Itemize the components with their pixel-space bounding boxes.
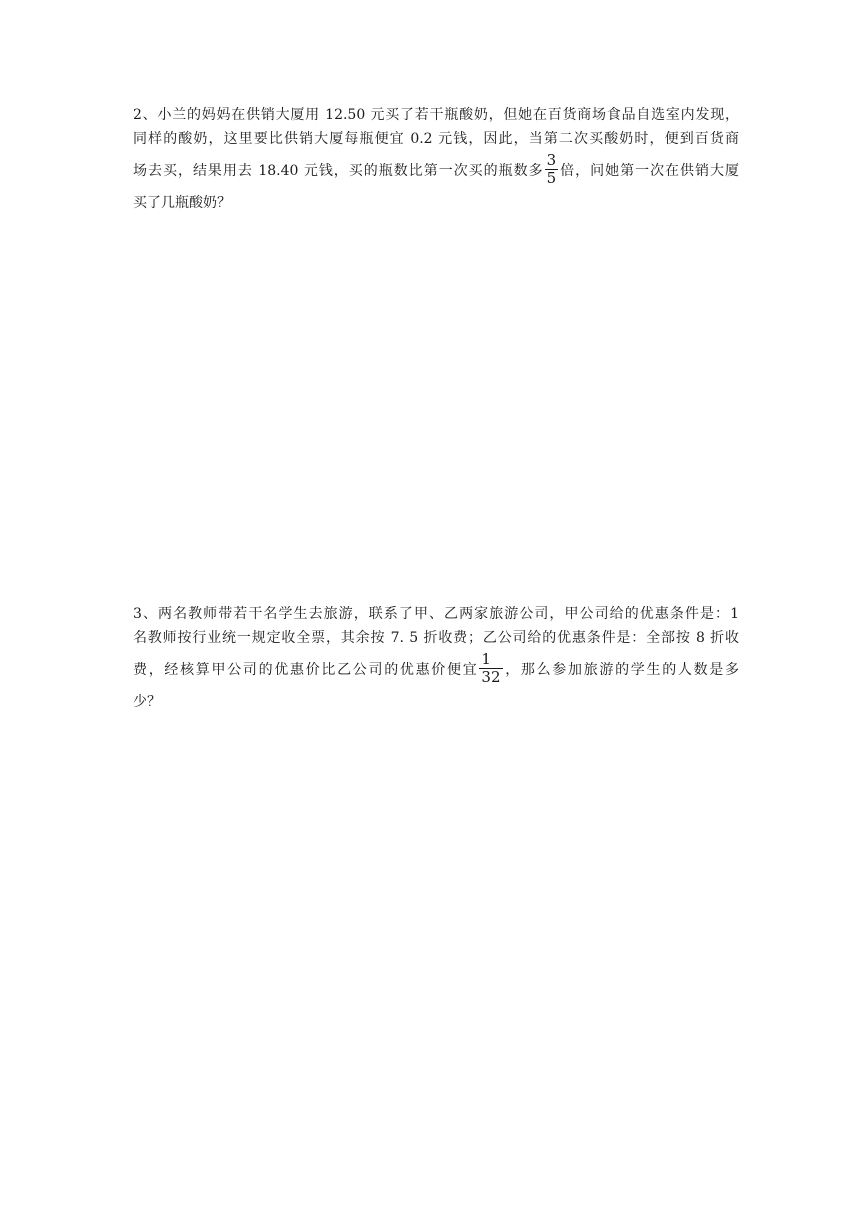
fraction-numerator: 3 [546, 150, 557, 169]
problem-3-line-4: 少？ [133, 694, 161, 710]
fraction-denominator: 32 [481, 667, 501, 686]
problem-2-line-4: 买了几瓶酸奶？ [133, 195, 231, 211]
problem-3-line-3-after: ，那么参加旅游的学生的人数是多 [503, 662, 740, 678]
fraction-numerator: 1 [479, 651, 502, 669]
fraction-denominator: 5 [546, 168, 557, 187]
problem-3-line-1: 3、两名教师带若干名学生去旅游，联系了甲、乙两家旅游公司，甲公司给的优惠条件是：1 [133, 606, 739, 622]
problem-2-line-2: 同样的酸奶，这里要比供销大厦每瓶便宜 0.2 元钱，因此，当第二次买酸奶时，便到百货商 [133, 131, 739, 147]
problem-2 [133, 103, 739, 215]
problem-2-line-3 [133, 151, 739, 191]
problem-2-line-1: 2、小兰的妈妈在供销大厦用 12.50 元买了若干瓶酸奶，但她在百货商场食品自选室内发现， [133, 107, 739, 123]
problem-3 [133, 602, 739, 714]
fraction-three-fifths [545, 152, 559, 187]
problem-2-line-3-before: 场去买，结果用去 18.40 元钱，买的瓶数比第一次买的瓶数多 [133, 163, 544, 179]
problem-3-line-3 [133, 650, 739, 690]
fraction-one-thirty-second [479, 651, 502, 686]
problem-2-line-3-after: 倍，问她第一次在供销大厦 [559, 163, 740, 179]
problem-3-line-3-before: 费，经核算甲公司的优惠价比乙公司的优惠价便宜 [133, 662, 479, 678]
problem-3-line-2: 名教师按行业统一规定收全票，其余按 7. 5 折收费；乙公司给的优惠条件是：全部按 8 折收 [133, 630, 739, 646]
